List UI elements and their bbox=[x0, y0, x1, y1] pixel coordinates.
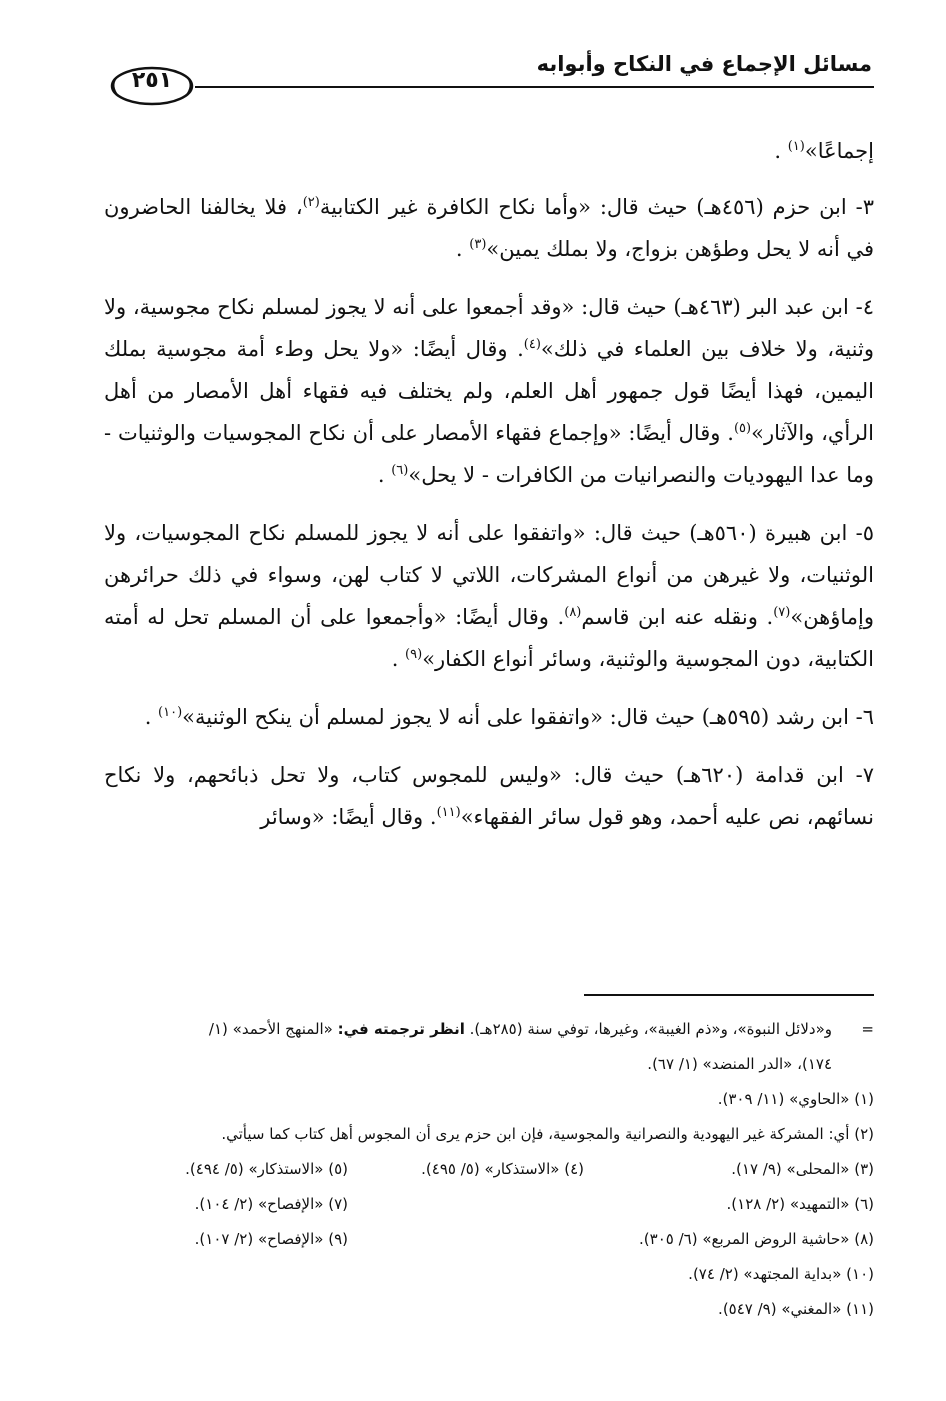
footnote-ref: (١) bbox=[787, 139, 805, 154]
footnote-ref: (٣) bbox=[469, 237, 487, 252]
footnote-row-6-7 bbox=[94, 1187, 874, 1222]
paragraph-text: . وقال أيضًا: «وأجمعوا على أن المسلم تحل له أمته الكتابية، دون المجوسية والوثنية، وسائر أنواع الكفار» bbox=[104, 605, 874, 671]
footnote-ref: (٩) bbox=[405, 647, 423, 662]
footnote-3: (٣) «المحلى» (٩/ ١٧). bbox=[731, 1160, 874, 1178]
footnote-text: و«دلائل النبوة»، و«ذم الغيبة»، وغيرها، توفي سنة (٢٨٥هـ). bbox=[464, 1020, 832, 1038]
paragraph-text: ٤- ابن عبد البر (٤٦٣هـ) حيث قال: «وقد أجمعوا على أنه لا يجوز لمسلم نكاح مجوسية، ولا وثنية، ولا خلاف بين العلماء في ذلك» bbox=[104, 295, 874, 361]
paragraph-text: . bbox=[774, 139, 788, 163]
footnote-ref: (٤) bbox=[523, 337, 541, 352]
footnote-ref: (٦) bbox=[391, 463, 409, 478]
footnote-row-3-5 bbox=[94, 1152, 874, 1187]
main-text bbox=[104, 130, 874, 854]
paragraph-ibn-abd-al-barr bbox=[104, 286, 874, 496]
paragraph-text: . bbox=[455, 237, 470, 261]
page-number: ٢٥١ bbox=[131, 68, 173, 93]
paragraph-text: ، فلا يخالفنا الحاضرون في أنه لا يحل وطؤهن بزواج، ولا بملك يمين» bbox=[104, 195, 874, 261]
footnote-row-8-9 bbox=[94, 1222, 874, 1257]
footnote-ref: (٧) bbox=[773, 605, 791, 620]
footnote-continued bbox=[94, 1012, 874, 1047]
paragraph-text: . ونقله عنه ابن قاسم bbox=[581, 605, 774, 629]
paragraph-ibn-hubayra bbox=[104, 512, 874, 680]
footnote-ref: (٨) bbox=[564, 605, 582, 620]
paragraph-text: إجماعًا» bbox=[804, 139, 874, 163]
footnote-ref: (١٠) bbox=[158, 705, 183, 720]
footnote-bold-text: انظر ترجمته في: bbox=[337, 1020, 465, 1038]
footnote-7: (٧) «الإفصاح» (٢/ ١٠٤). bbox=[194, 1195, 348, 1213]
running-title: مسائل الإجماع في النكاح وأبوابه bbox=[536, 52, 872, 76]
paragraph-text: ٧- ابن قدامة (٦٢٠هـ) حيث قال: «وليس للمجوس كتاب، ولا تحل ذبائحهم، ولا نكاح نسائهم، نص عليه أحمد، وهو قول سائر الفقهاء» bbox=[104, 763, 874, 829]
paragraph-text: ٣- ابن حزم (٤٥٦هـ) حيث قال: «وأما نكاح الكافرة غير الكتابية bbox=[319, 195, 874, 219]
footnote-continued-line-2: ١٧٤)، «الدر المنضد» (١/ ٦٧). bbox=[647, 1055, 832, 1073]
continuation-mark: = bbox=[861, 1020, 874, 1038]
paragraph-text: . وقال أيضًا: «وإجماع فقهاء الأمصار على أن نكاح المجوسيات والوثنيات - وما عدا اليهوديات والنصرانيات من الكافرات - لا يحل» bbox=[104, 421, 874, 487]
footnote-8: (٨) «حاشية الروض المربع» (٦/ ٣٠٥). bbox=[639, 1230, 874, 1248]
paragraph-ibn-qudama bbox=[104, 754, 874, 838]
footnote-ref: (٥) bbox=[733, 421, 752, 436]
paragraph-text: . bbox=[144, 705, 159, 729]
footnote-ref: (٢) bbox=[302, 195, 320, 210]
paragraph-ibn-rushd bbox=[104, 696, 874, 738]
paragraph-1 bbox=[104, 130, 874, 172]
footnote-4: (٤) «الاستذكار» (٥/ ٤٩٥). bbox=[421, 1160, 584, 1178]
footnote-9: (٩) «الإفصاح» (٢/ ١٠٧). bbox=[194, 1230, 348, 1248]
paragraph-text: . وقال أيضًا: «ولا يحل وطء أمة مجوسية بملك اليمين، فهذا أيضًا قول جمهور أهل العلم، ولم يختلف فيه فقهاء أهل الأمصار من أهل الرأي، والآثار» bbox=[104, 337, 875, 445]
paragraph-text: ٥- ابن هبيرة (٥٦٠هـ) حيث قال: «واتفقوا على أنه لا يجوز للمسلم نكاح المجوسيات، ولا الوثنيات، ولا غيرهن من أنواع المشركات، اللاتي لا كتاب لهن، وسواء في ذلك حرائرهن وإماؤهن» bbox=[104, 521, 875, 629]
footnote-6: (٦) «التمهيد» (٢/ ١٢٨). bbox=[726, 1195, 874, 1213]
paragraph-text: . وقال أيضًا: «وسائر bbox=[260, 805, 437, 829]
paragraph-text: ٦- ابن رشد (٥٩٥هـ) حيث قال: «واتفقوا على أنه لا يجوز لمسلم أن ينكح الوثنية» bbox=[182, 705, 874, 729]
footnote-11: (١١) «المغني» (٩/ ٥٤٧). bbox=[718, 1300, 874, 1318]
paragraph-ibn-hazm bbox=[104, 186, 874, 270]
footnotes bbox=[94, 1012, 874, 1327]
header-rule bbox=[195, 86, 874, 88]
footnote-2: (٢) أي: المشركة غير اليهودية والنصرانية والمجوسية، فإن ابن حزم يرى أن المجوس أهل كتاب كما سيأتي. bbox=[221, 1125, 874, 1143]
footnote-ref: (١١) bbox=[436, 805, 461, 820]
paragraph-text: . bbox=[377, 463, 392, 487]
footnote-text: «المنهج الأحمد» (١/ bbox=[208, 1020, 338, 1038]
footnote-1: (١) «الحاوي» (١١/ ٣٠٩). bbox=[717, 1090, 874, 1108]
footnote-5: (٥) «الاستذكار» (٥/ ٤٩٤). bbox=[185, 1160, 348, 1178]
footnote-separator bbox=[584, 994, 874, 996]
paragraph-text: . bbox=[391, 647, 406, 671]
page-number-badge bbox=[108, 64, 196, 108]
footnote-10: (١٠) «بداية المجتهد» (٢/ ٧٤). bbox=[688, 1265, 874, 1283]
